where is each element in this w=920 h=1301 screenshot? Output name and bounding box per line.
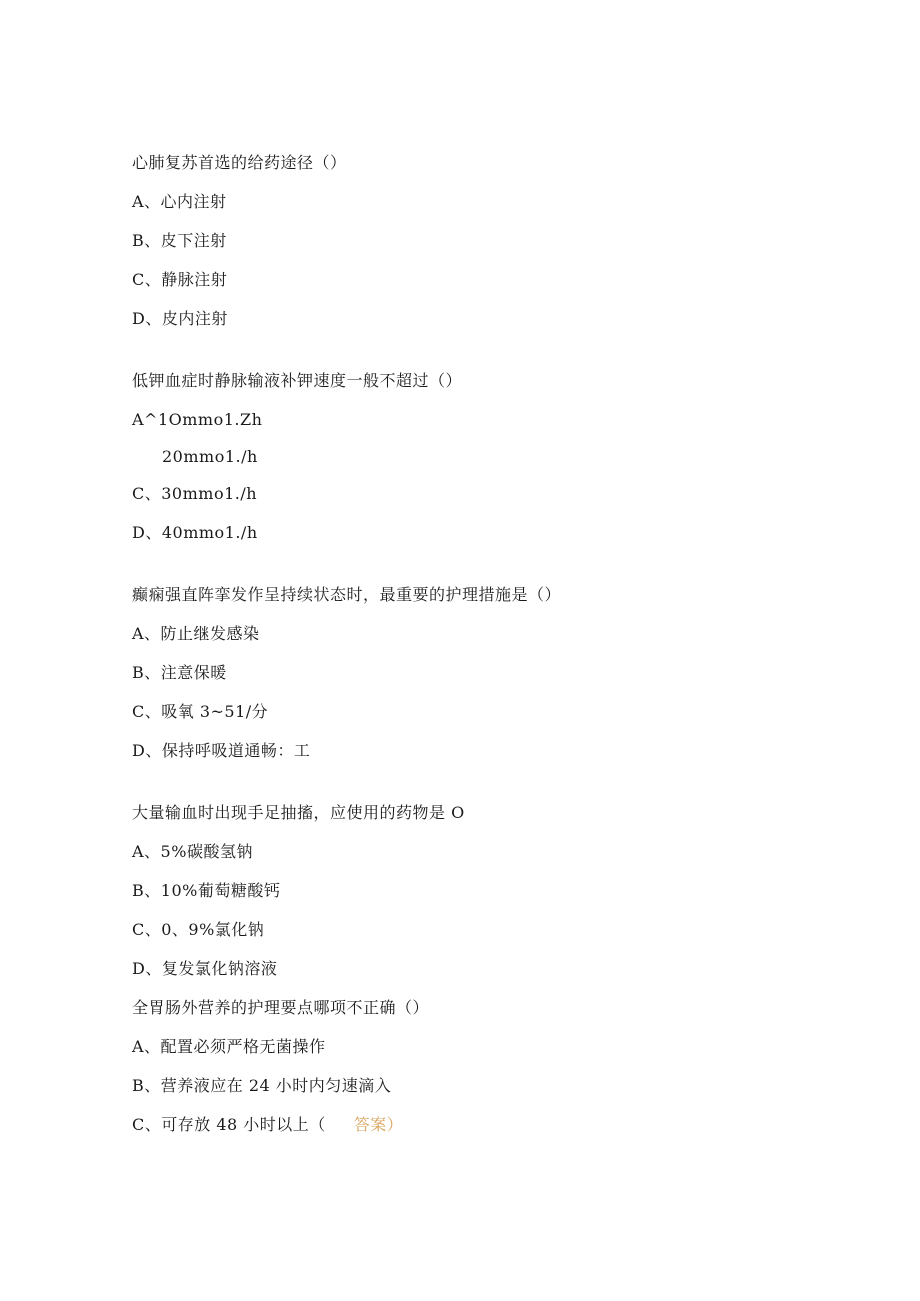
question-1-stem: 心肺复苏首选的给药途径（） — [132, 153, 347, 172]
question-2-option-a: A^1Ommo1.Zh — [132, 410, 263, 429]
question-3-stem: 癫痫强直阵挛发作呈持续状态时，最重要的护理措施是（） — [132, 585, 562, 604]
question-3-option-b: B、注意保暖 — [132, 663, 227, 682]
question-4-option-a: A、5%碳酸氢钠 — [132, 842, 253, 861]
question-4-stem: 大量输血时出现手足抽搐，应使用的药物是 O — [132, 803, 465, 822]
question-1-option-a: A、心内注射 — [132, 192, 227, 211]
question-5-stem: 全胃肠外营养的护理要点哪项不正确（） — [132, 998, 430, 1017]
question-3-option-a: A、防止继发感染 — [132, 624, 260, 643]
question-1-option-c: C、静脉注射 — [132, 270, 228, 289]
question-5-option-c-text: C、可存放 48 小时以上（ — [132, 1115, 326, 1134]
question-3-option-c: C、吸氧 3~51∕分 — [132, 702, 269, 721]
question-1-option-d: D、皮内注射 — [132, 309, 228, 328]
question-4-option-c: C、0、9%氯化钠 — [132, 920, 265, 939]
question-2-option-b: 20mmo1./h — [162, 447, 258, 466]
answer-label: 答案） — [353, 1115, 404, 1134]
question-2-option-d: D、40mmo1./h — [132, 523, 258, 542]
question-5-option-c — [132, 1115, 403, 1135]
question-2-option-c: C、30mmo1./h — [132, 484, 258, 503]
question-4-option-b: B、10%葡萄糖酸钙 — [132, 881, 281, 900]
question-4-option-d: D、复发氯化钠溶液 — [132, 959, 278, 978]
question-3-option-d: D、保持呼吸道通畅：工 — [132, 741, 311, 760]
question-2-stem: 低钾血症时静脉输液补钾速度一般不超过（） — [132, 371, 463, 390]
question-5-option-b: B、营养液应在 24 小时内匀速滴入 — [132, 1076, 392, 1095]
question-5-option-a: A、配置必须严格无菌操作 — [132, 1037, 326, 1056]
question-1-option-b: B、皮下注射 — [132, 231, 227, 250]
